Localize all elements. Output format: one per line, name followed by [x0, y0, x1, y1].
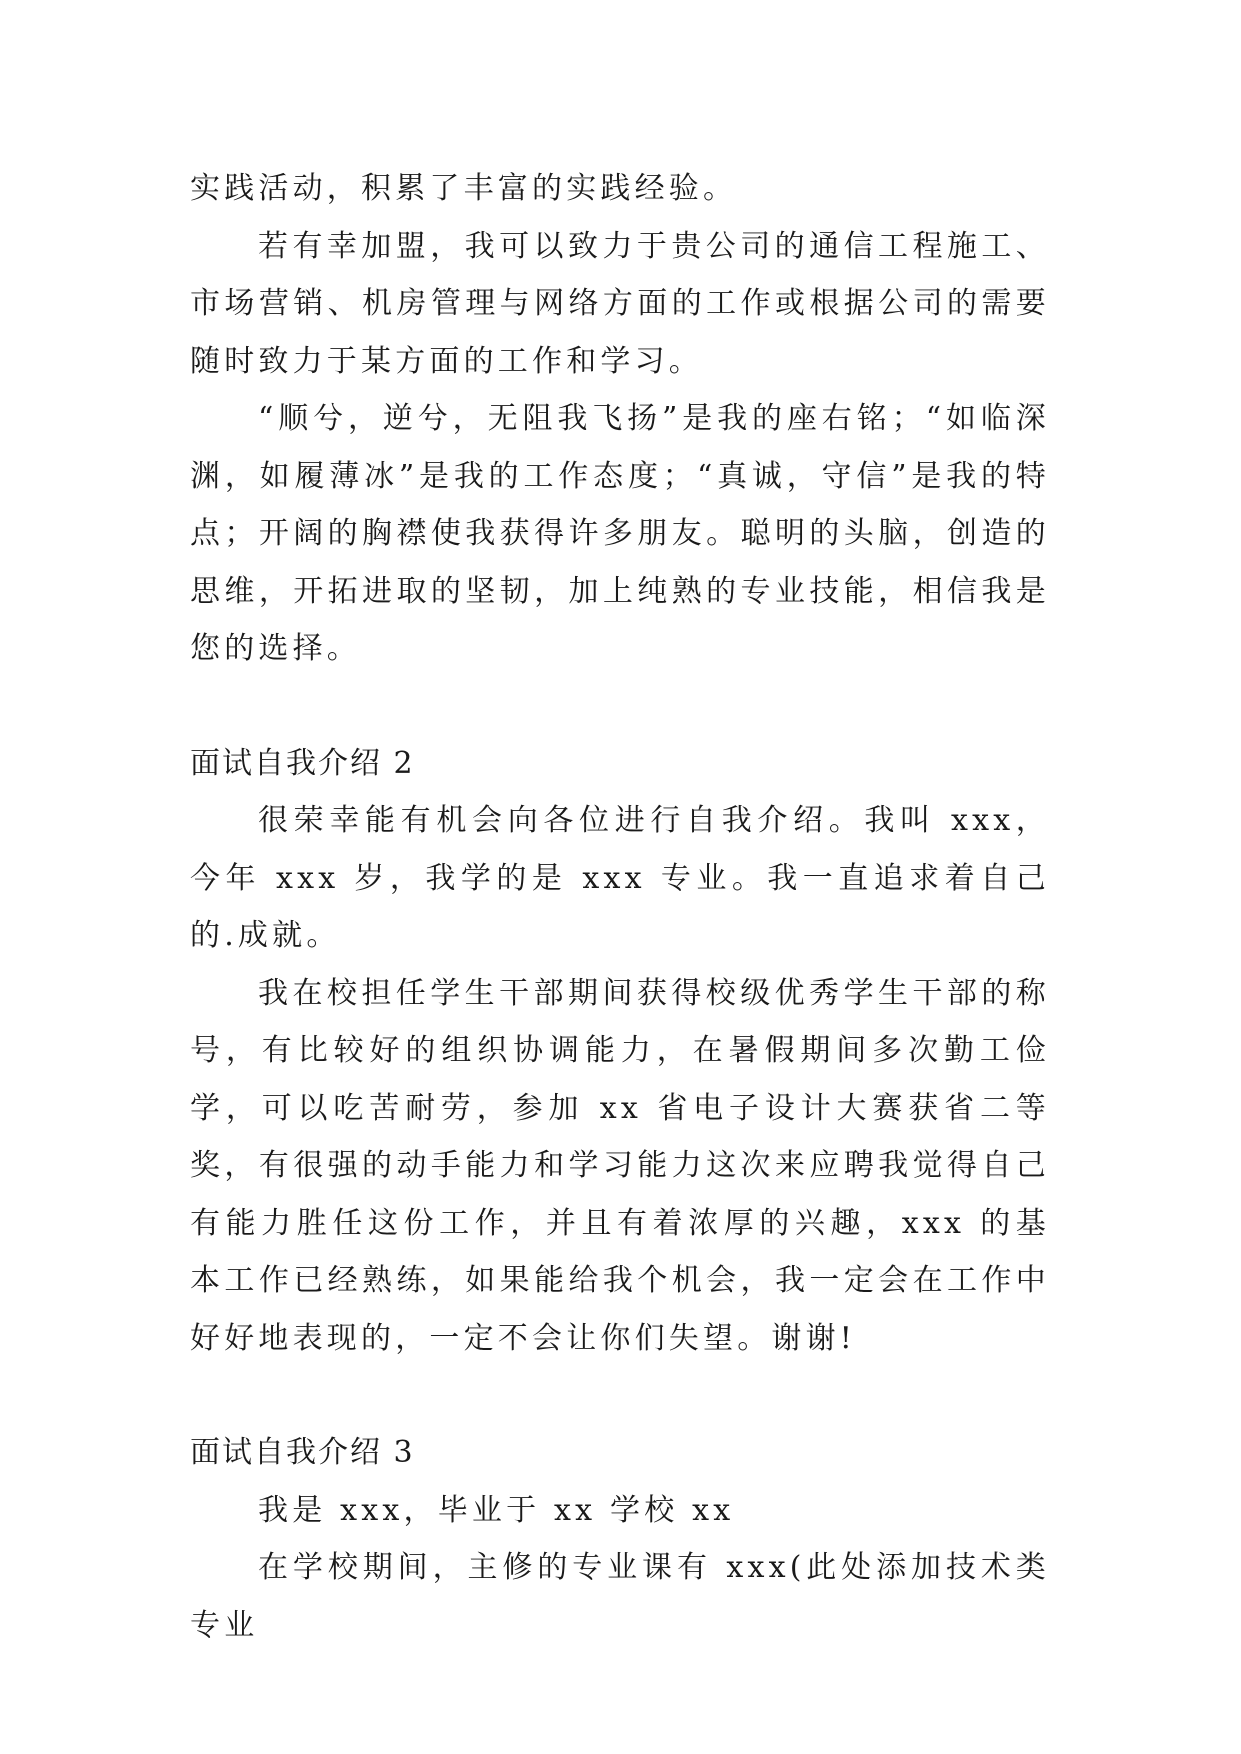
- section-heading: 面试自我介绍 2: [190, 745, 415, 781]
- document-body: [190, 160, 1050, 1654]
- paragraph-body: “顺兮，逆兮，无阻我飞扬”是我的座右铭；“如临深渊，如履薄冰”是我的工作态度；“真诚，守信”是我的特点；开阔的胸襟使我获得许多朋友。聪明的头脑，创造的思维，开拓进取的坚韧，加上纯熟的专业技能，相信我是您的选择。: [190, 401, 1050, 666]
- section-heading: 面试自我介绍 3: [190, 1435, 415, 1470]
- paragraph-body: 在学校期间，主修的专业课有 xxx(此处添加技术类专业: [190, 1550, 1050, 1643]
- paragraph-continuation: 实践活动，积累了丰富的实践经验。: [190, 171, 738, 206]
- paragraph-body: 我在校担任学生干部期间获得校级优秀学生干部的称号，有比较好的组织协调能力，在暑假期间多次勤工俭学，可以吃苦耐劳，参加 xx 省电子设计大赛获省二等奖，有很强的动手能力和学习能力这次来应聘我觉得自己有能力胜任这份工作，并且有着浓厚的兴趣，xxx 的基本工作已经熟练，如果能给我个机会，我一定会在工作中好好地表现的，一定不会让你们失望。谢谢!: [190, 975, 1050, 1356]
- paragraph-body: 若有幸加盟，我可以致力于贵公司的通信工程施工、市场营销、机房管理与网络方面的工作或根据公司的需要随时致力于某方面的工作和学习。: [190, 228, 1050, 379]
- paragraph-body: 我是 xxx，毕业于 xx 学校 xx: [258, 1492, 735, 1528]
- paragraph-body: 很荣幸能有机会向各位进行自我介绍。我叫 xxx，今年 xxx 岁，我学的是 xxx 专业。我一直追求着自己的.成就。: [190, 803, 1050, 953]
